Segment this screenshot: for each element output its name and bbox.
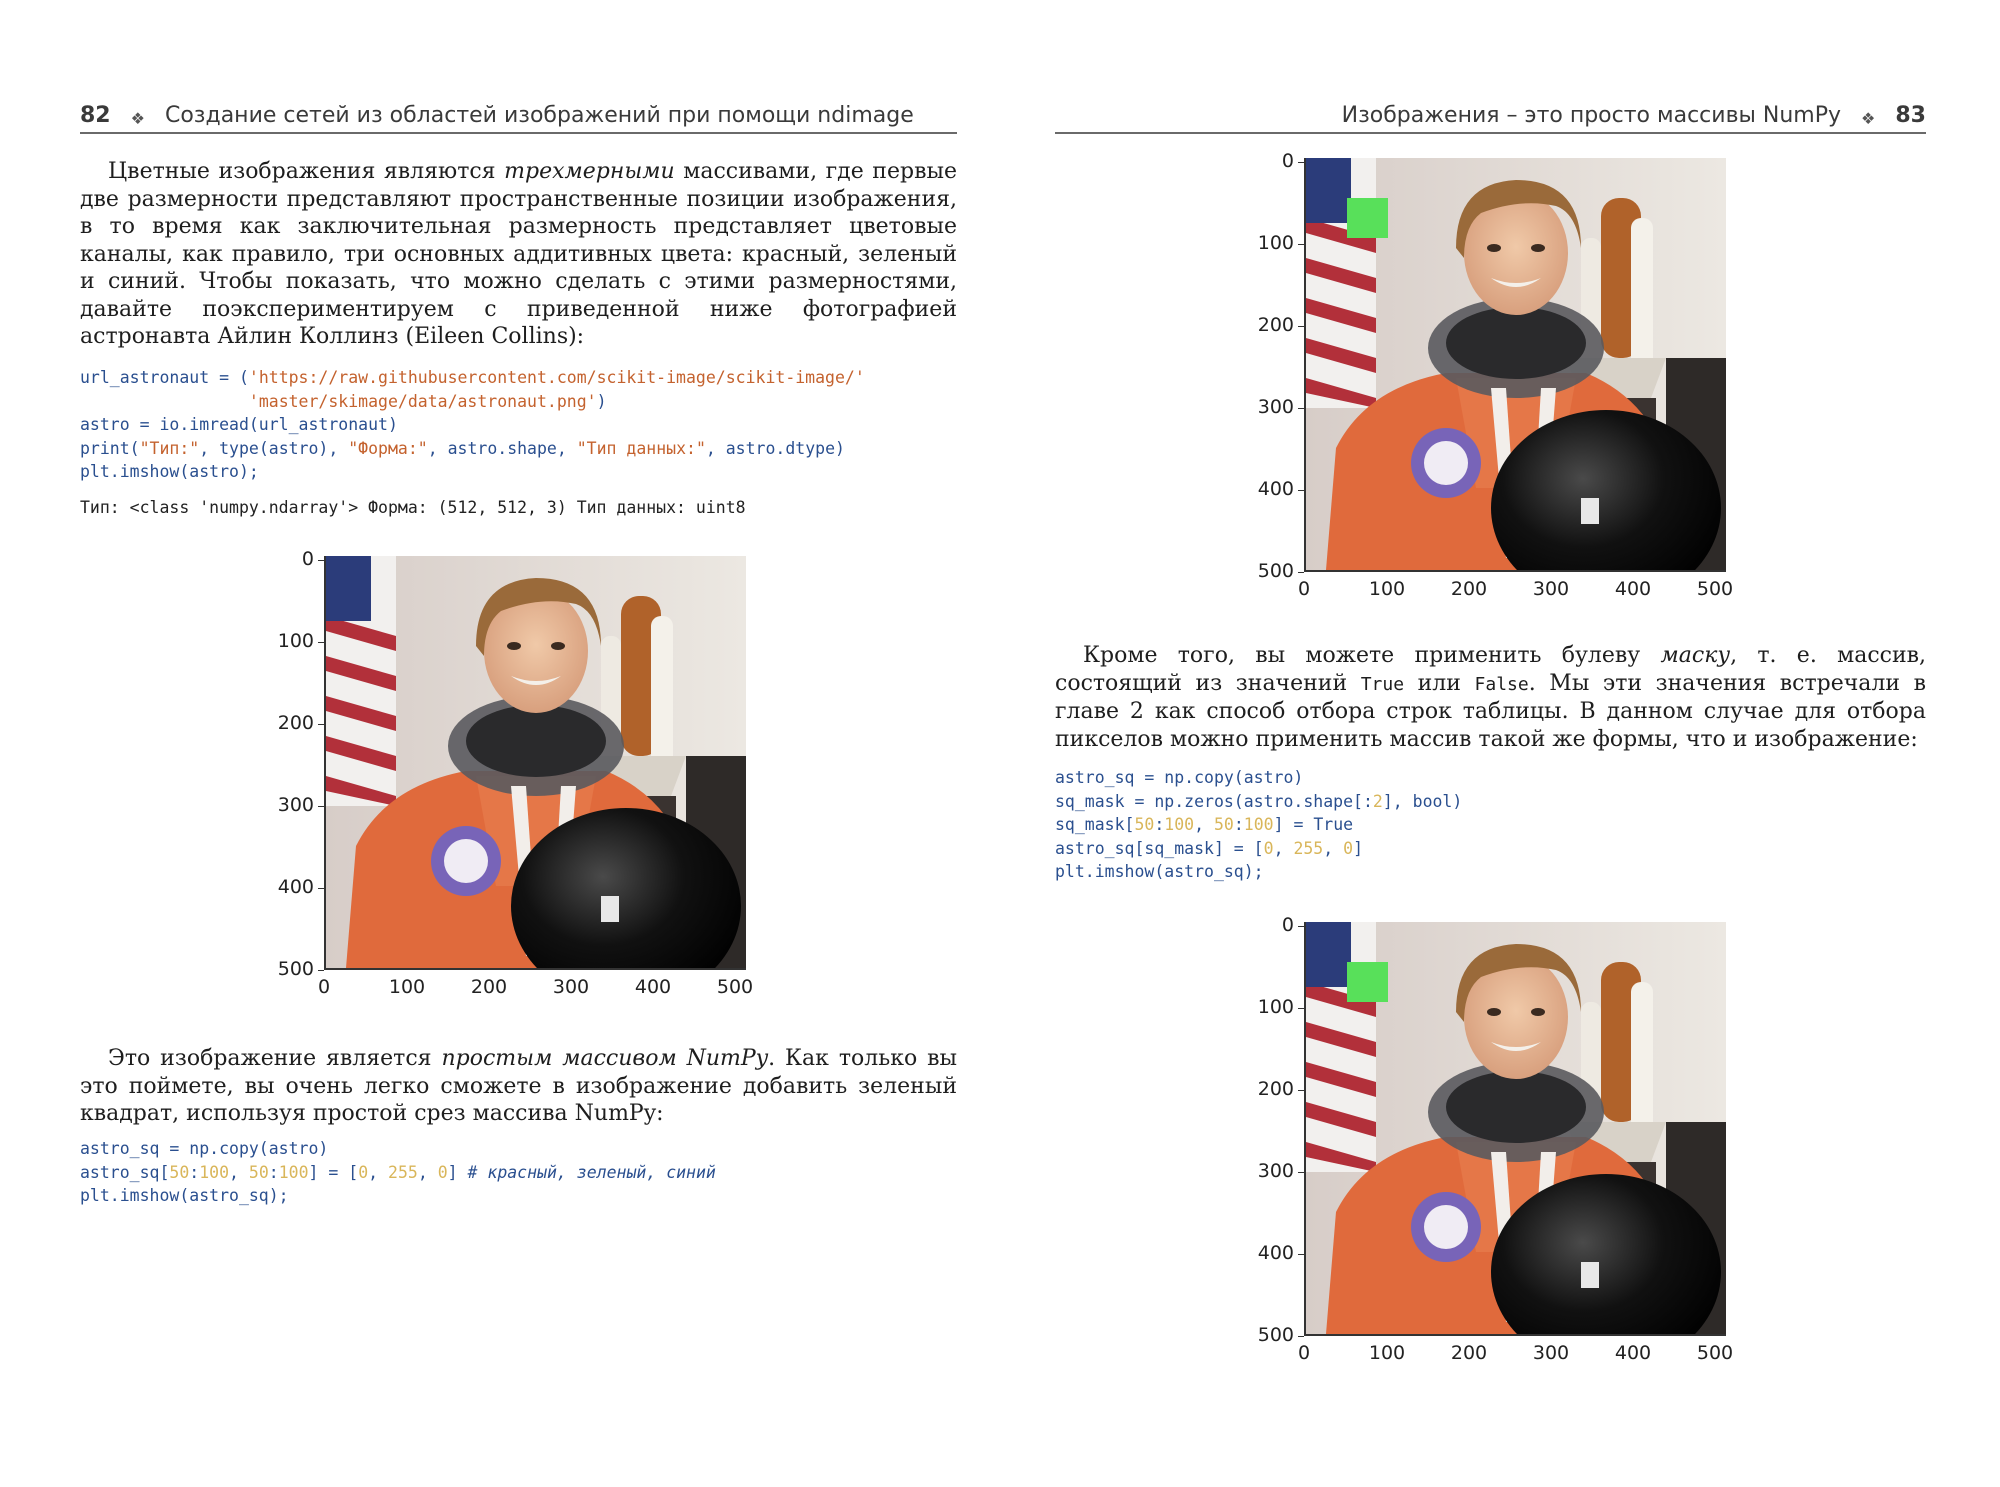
x-tick-label: 200 (470, 976, 508, 998)
inline-code: False (1474, 673, 1529, 695)
text-run: или (1404, 670, 1475, 696)
running-head-left (80, 98, 957, 134)
text-run: массивами, где первые две размерности представляют пространственные позиции изображения, в то время как заключительная размерность представляет цветовые каналы, как правило, три основных аддитивных цвета: красный, зеленый и синий. Чтобы показать, что можно сделать с этими размерностями, давайте поэкспериментируем с приведенной ниже фотографией астронавта Айлин Коллинз (Eileen Collins): (80, 159, 957, 349)
x-tick-label: 400 (1614, 578, 1652, 600)
y-tick-label: 200 (1248, 1078, 1294, 1100)
x-tick-label: 0 (1297, 1342, 1311, 1364)
page-number: 82 (80, 103, 111, 128)
y-tick-label: 400 (268, 876, 314, 898)
text-run: Кроме того, вы можете применить булеву (1083, 643, 1661, 668)
paragraph-boolean-mask (1055, 642, 1926, 753)
flag-graphic (1306, 922, 1376, 1172)
code-block-green-square: astro_sq = np.copy(astro) astro_sq[50:100, 50:100] = [0, 255, 0] # красный, зеленый, синий plt.imshow(astro_sq); (80, 1139, 716, 1205)
flag-graphic (326, 556, 396, 806)
y-tick-label: 400 (1248, 478, 1294, 500)
emphasis: маску (1660, 643, 1731, 668)
running-title: Создание сетей из областей изображений при помощи ndimage (164, 103, 914, 128)
imshow-axes (1304, 922, 1726, 1336)
text-run: . Мы эти значения встречали в главе 2 как способ отбора строк таблицы. В данном случае для отбора пикселов можно применить массив такой же формы, что и изображение: (1055, 670, 1927, 752)
x-tick-label: 300 (1532, 578, 1570, 600)
y-tick-label: 0 (268, 548, 314, 570)
y-tick-label: 200 (1248, 314, 1294, 336)
x-tick-label: 300 (1532, 1342, 1570, 1364)
x-tick-label: 0 (1297, 578, 1311, 600)
right-page (1000, 0, 2000, 1487)
paragraph-color-images (80, 158, 957, 351)
imshow-axes (1304, 158, 1726, 572)
x-tick-label: 500 (1696, 578, 1734, 600)
ornament-icon: ❖ (1861, 109, 1876, 128)
x-tick-label: 200 (1450, 1342, 1488, 1364)
code-block-imread: url_astronaut = ('https://raw.githubusercontent.com/scikit-image/scikit-image/' 'master/skimage/data/astronaut.png') astro = io.imread(url_astronaut) print("Тип:", type(astro), "Форма:", astro.shape, "Тип данных:", astro.dtype) plt.imshow(astro); (80, 368, 865, 481)
inline-code: True (1360, 673, 1405, 695)
x-tick-label: 100 (1368, 1342, 1406, 1364)
astronaut-green-square-figure (1244, 150, 1734, 633)
y-tick-label: 0 (1248, 914, 1294, 936)
x-tick-label: 300 (552, 976, 590, 998)
code-block-mask: astro_sq = np.copy(astro) sq_mask = np.zeros(astro.shape[:2], bool) sq_mask[50:100, 50:100] = True astro_sq[sq_mask] = [0, 255, 0] plt.imshow(astro_sq); (1055, 768, 1463, 881)
y-tick-label: 100 (268, 630, 314, 652)
x-tick-label: 400 (634, 976, 672, 998)
y-tick-label: 300 (1248, 396, 1294, 418)
x-tick-label: 500 (716, 976, 754, 998)
y-tick-label: 0 (1248, 150, 1294, 172)
emphasis: простым массивом NumPy (441, 1046, 769, 1071)
text-run: Цветные изображения являются (108, 159, 505, 184)
imshow-axes (324, 556, 746, 970)
y-tick-label: 100 (1248, 232, 1294, 254)
y-tick-label: 200 (268, 712, 314, 734)
green-square (1347, 198, 1388, 238)
x-tick-label: 400 (1614, 1342, 1652, 1364)
astronaut-mask-figure (1244, 914, 1734, 1397)
y-tick-label: 300 (1248, 1160, 1294, 1182)
green-square (1347, 962, 1388, 1002)
page-number: 83 (1895, 103, 1926, 128)
y-tick-label: 100 (1248, 996, 1294, 1018)
running-title: Изображения – это просто массивы NumPy (1341, 103, 1842, 128)
paragraph-numpy-array (80, 1045, 957, 1128)
x-tick-label: 500 (1696, 1342, 1734, 1364)
text-run: . Как только вы это поймете, вы очень легко сможете в изображение добавить зеленый квадрат, используя простой срез массива NumPy: (80, 1046, 957, 1126)
y-tick-label: 300 (268, 794, 314, 816)
y-tick-label: 400 (1248, 1242, 1294, 1264)
x-tick-label: 200 (1450, 578, 1488, 600)
flag-graphic (1306, 158, 1376, 408)
x-tick-label: 100 (1368, 578, 1406, 600)
astronaut-photo (1306, 922, 1726, 1334)
y-tick-label: 500 (1248, 560, 1294, 582)
text-run: , т. е. массив, состоящий из значений (1055, 643, 1927, 696)
code-output: Тип: <class 'numpy.ndarray'> Форма: (512, 512, 3) Тип данных: uint8 (80, 498, 746, 517)
x-tick-label: 0 (317, 976, 331, 998)
astronaut-photo (1306, 158, 1726, 570)
y-tick-label: 500 (268, 958, 314, 980)
astronaut-photo (326, 556, 746, 968)
text-run: Это изображение является (108, 1046, 442, 1071)
astronaut-figure (264, 548, 754, 1031)
y-tick-label: 500 (1248, 1324, 1294, 1346)
ornament-icon: ❖ (130, 109, 145, 128)
x-tick-label: 100 (388, 976, 426, 998)
emphasis: трехмерными (504, 159, 675, 184)
running-head-right (1055, 98, 1926, 134)
